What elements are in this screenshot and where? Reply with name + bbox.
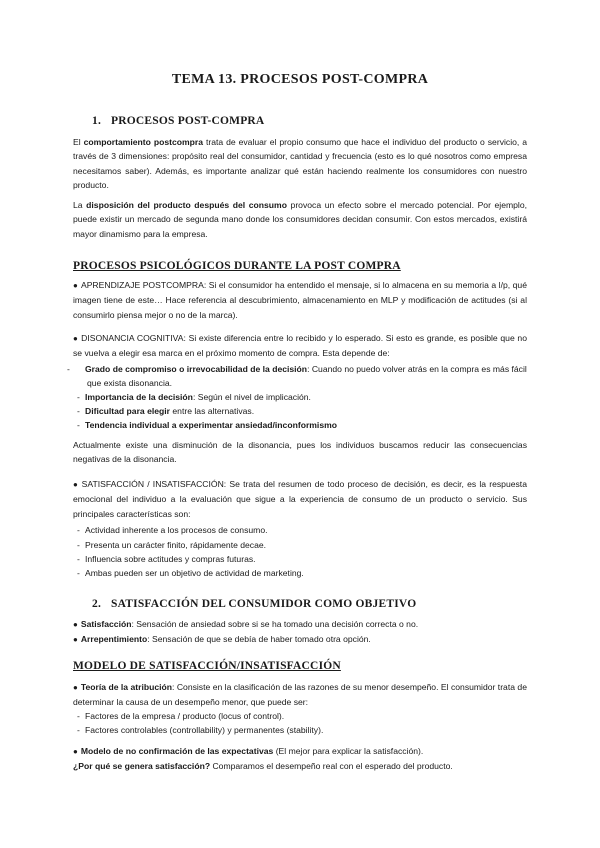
text: trata de evaluar el propio consumo que hace el individuo del producto o servicio, a través de 3 dimensiones: propósito real del consumidor, cantidad y frecuencia (esto es lo qué nosotros como empresa necesitamos saber). Además, es importante analizar qué están haciendo realmente los consumidores con nuestro producto. [73,137,527,190]
bullet-aprendizaje [73,278,527,322]
bold-term: Teoría de la atribución [80,682,173,692]
paragraph-actualmente: Actualmente existe una disminución de la disonancia, pues los individuos buscamos reducir las consecuencias negativas de la disonancia. [73,440,527,465]
bold-term: Tendencia individual a experimentar ansiedad/inconformismo [85,420,337,430]
dash-icon: - [77,554,80,564]
list-item [77,523,527,537]
bullet-text: Comparamos el desempeño real con el esperado del producto. [210,761,453,771]
section-2-heading [92,598,416,610]
dash-icon: - [77,725,80,735]
list-item [77,552,527,566]
bullet-text: : Sensación de ansiedad sobre si se ha tomado una decisión correcta o no. [131,619,419,629]
bullet-satisfaccion-def [73,617,527,632]
bold-term: Importancia de la decisión [85,392,193,402]
item-text: Presenta un carácter finito, rápidamente decae. [85,540,267,550]
list-item [77,566,527,580]
dash-icon: - [77,406,80,416]
bullet-icon: ● [73,747,78,756]
section-title: PROCESOS POST-COMPRA [111,115,265,127]
bullet-label: APRENDIZAJE POSTCOMPRA [80,280,204,290]
list-item [77,709,527,723]
list-item [77,723,527,737]
bullet-text: : Si existe diferencia entre lo recibido y lo esperado. Si esto es grande, es posible que no se vuelva a elegir esa marca en el próximo momento de compra. Esta depende de: [73,333,527,359]
bold-term: Modelo de no confirmación de las expectativas [80,746,274,756]
item-text: Influencia sobre actitudes y compras futuras. [85,554,256,564]
text: El [73,137,84,147]
item-text: : Según el nivel de implicación. [192,392,311,402]
bold-term: ¿Por qué se genera satisfacción? [73,761,211,771]
bullet-label: DISONANCIA COGNITIVA [81,333,184,343]
paragraph-disposicion [73,198,527,241]
bullet-satisfaccion [73,477,527,521]
section-title: SATISFACCIÓN DEL CONSUMIDOR COMO OBJETIVO [111,598,417,610]
psych-heading: PROCESOS PSICOLÓGICOS DURANTE LA POST COMPRA [73,260,401,272]
dash-icon: - [77,392,80,402]
item-text: Factores controlables (controllability) y permanentes (stability). [85,725,324,735]
list-item [67,362,527,391]
porque-satisfaccion [73,759,527,773]
dash-icon: - [67,364,70,374]
bold-term: Satisfacción [80,619,132,629]
page-title: TEMA 13. PROCESOS POST-COMPRA [171,72,429,87]
bold-term: disposición del producto después del consumo [86,200,287,210]
bullet-icon: ● [73,281,78,290]
bullet-text: (El mejor para explicar la satisfacción). [273,746,424,756]
bullet-arrepentimiento [73,632,527,647]
text: La [73,200,87,210]
dash-icon: - [77,568,80,578]
bullet-icon: ● [73,480,79,489]
bullet-text: : Si el consumidor ha entendido el mensaje, si lo almacena en su memoria a l/p, qué imagen tiene de este… Hace referencia al descubrimiento, almacenamiento en MLP y modificación de actitudes (si al consumirlo piensa mejor o no de la marca). [73,280,527,320]
item-text: Actividad inherente a los procesos de consumo. [85,525,268,535]
bold-term: Grado de compromiso o irrevocabilidad de la decisión [85,364,308,374]
bullet-text: : Se trata del resumen de todo proceso de decisión, es decir, es la respuesta emocional del individuo a la evaluación que sigue a la experiencia de consumo de un producto o servicio. Sus principales características son: [73,479,527,519]
dash-icon: - [77,420,80,430]
bold-term: Arrepentimiento [80,634,148,644]
item-text: entre las alternativas. [170,406,255,416]
list-item [77,404,527,418]
bullet-label: SATISFACCIÓN / INSATISFACCIÓN [81,479,224,489]
section-number: 2. [92,598,102,610]
section-1-heading [92,115,264,127]
bullet-teoria [73,680,527,710]
bullet-icon: ● [73,683,78,692]
modelo-heading: MODELO DE SATISFACCIÓN/INSATISFACCIÓN [73,660,341,672]
bullet-text: : Sensación de que se debía de haber tomado otra opción. [147,634,371,644]
bullet-icon: ● [73,620,78,629]
bold-term: Dificultad para elegir [85,406,171,416]
list-item [77,418,527,432]
text: provoca un efecto sobre el mercado potencial. Por ejemplo, puede existir un mercado de segunda mano donde los consumidores decidan consumir. Con estos mercados, existirá mayor dinamismo para la empresa. [73,200,528,239]
bullet-disonancia [73,331,527,361]
bullet-icon: ● [73,635,78,644]
item-text: Factores de la empresa / producto (locus of control). [85,711,285,721]
bullet-no-confirmacion [73,744,527,759]
bullet-icon: ● [73,334,79,343]
section-number: 1. [92,115,102,127]
dash-icon: - [77,540,80,550]
list-item [77,390,527,404]
item-text: : Cuando no puedo volver atrás en la compra es más fácil que exista disonancia. [87,364,527,389]
paragraph-postcompra [73,135,527,192]
item-text: Ambas pueden ser un objetivo de actividad de marketing. [85,568,304,578]
bullet-text: : Consiste en la clasificación de las razones de su menor desempeño. El consumidor trata de determinar la causa de un desempeño menor, que puede ser: [73,682,527,708]
list-item [77,538,527,552]
dash-icon: - [77,711,80,721]
bold-term: comportamiento postcompra [83,137,204,147]
dash-icon: - [77,525,80,535]
